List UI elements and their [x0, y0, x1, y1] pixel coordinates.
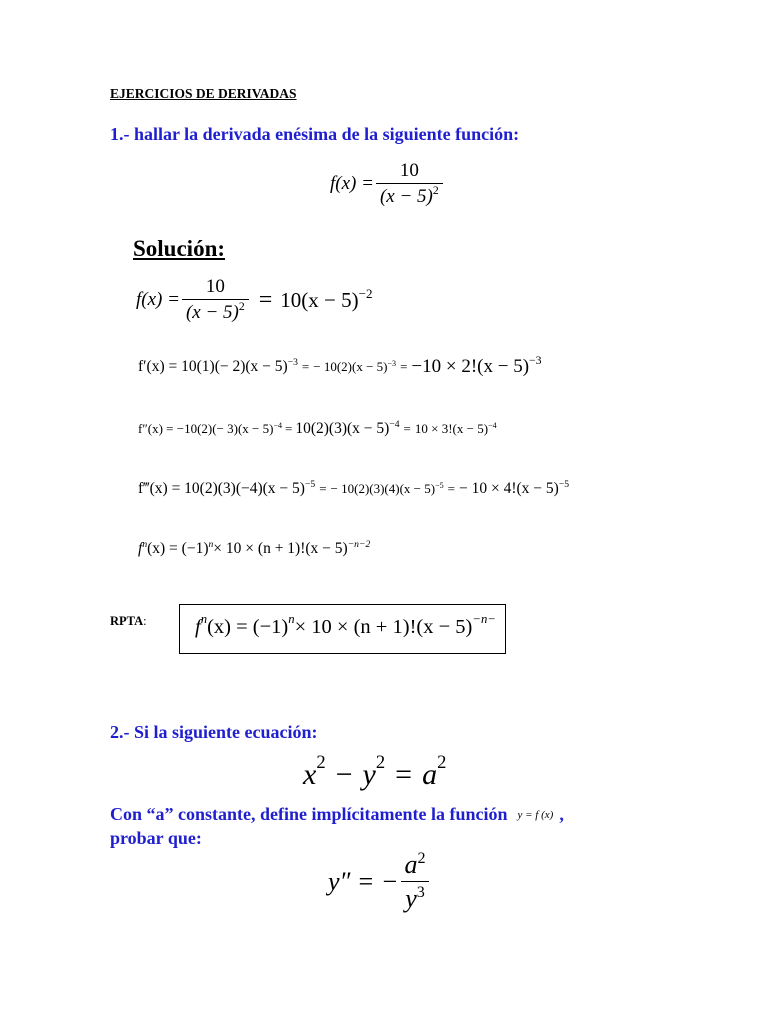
function-lhs: f(x) = [330, 173, 374, 194]
step-1-rhs: $10(x - 5)^{-2}$ [280, 286, 373, 312]
fraction-denominator: $(x - 5)^2$ [376, 183, 443, 208]
result-numerator: $a^2$ [404, 849, 426, 879]
step-1-equals: = [258, 286, 273, 313]
step-3 [138, 420, 497, 438]
exercise-2-comma: , [559, 804, 564, 824]
step-3-c: $10 \times 3!(x - 5)^{-4}$ [414, 420, 497, 436]
exercise-2-text-line1 [110, 804, 564, 825]
answer-box [179, 604, 506, 654]
document-title: EJERCICIOS DE DERIVADAS [110, 86, 297, 101]
step-1-fraction [182, 276, 249, 324]
step-2-eq2: = [400, 359, 408, 374]
step-3-b: $10(2)(3)(x - 5)^{-4}$ [295, 418, 400, 437]
answer-expression: f $^n$ (x) = (−1) $^n$ × 10 × (n + 1)!(x − 5) $^{-n-}$ [195, 611, 496, 638]
exercise-2-result [328, 850, 432, 914]
function-fraction [376, 160, 443, 208]
step-1-numerator: 10 [205, 276, 225, 297]
step-4-a: f‴(x) = $10(2)(3)(-4)(x - 5)^{-5}$ [138, 478, 316, 497]
inline-function: y = f (x) [517, 808, 554, 821]
step-3-eq1: = [285, 421, 293, 436]
exercise-2-equation: x $^2$ − y $^2$ = a $^2$ [303, 751, 447, 791]
step-1-lhs: f(x) = [136, 289, 180, 310]
step-5-expression: $f^n(x) = (-1)^n\times 10 \times (n + 1)!(x - 5)^{-n-2}$ [138, 538, 371, 557]
rpta-label: RPTA: [110, 614, 147, 628]
step-4-eq1: = [319, 481, 327, 496]
step-1-denominator: $(x - 5)^2$ [182, 299, 249, 324]
step-4-c: − $10 \times 4!(x - 5)^{-5}$ [458, 478, 570, 497]
step-4-b: − $10(2)(3)(4)(x - 5)^{-5}$ [330, 480, 444, 496]
exercise-1-function [330, 160, 445, 208]
fraction-numerator: 10 [399, 160, 419, 181]
step-4-eq2: = [447, 481, 455, 496]
result-lhs: y″ = − [328, 867, 399, 896]
exercise-2-text2: probar que: [110, 828, 202, 848]
step-1 [136, 276, 373, 324]
step-2-c: $-10 \times 2!(x - 5)^{-3}$ [411, 354, 542, 377]
exercise-1-heading: 1.- hallar la derivada enésima de la siguiente función: [110, 124, 520, 144]
step-2-b: − $10(2)(x - 5)^{-3}$ [313, 358, 397, 374]
step-5 [138, 540, 370, 558]
step-3-a: $f''(x) = -10(2)(- 3)(x - 5)^{-4}$ [138, 420, 283, 436]
solution-label: Solución: [133, 236, 226, 261]
step-3-eq2: = [403, 421, 411, 436]
result-fraction [400, 850, 429, 914]
step-4 [138, 480, 569, 498]
step-2-eq1: = [301, 359, 310, 374]
step-2 [138, 356, 542, 378]
exercise-2-heading: 2.- Si la siguiente ecuación: [110, 722, 318, 742]
step-2-a: $f'(x) = 10(1)(- 2)(x - 5)^{-3}$ [138, 356, 298, 375]
exercise-2-text1: Con “a” constante, define implícitamente la función [110, 804, 508, 824]
result-denominator: $y^3$ [401, 881, 429, 914]
